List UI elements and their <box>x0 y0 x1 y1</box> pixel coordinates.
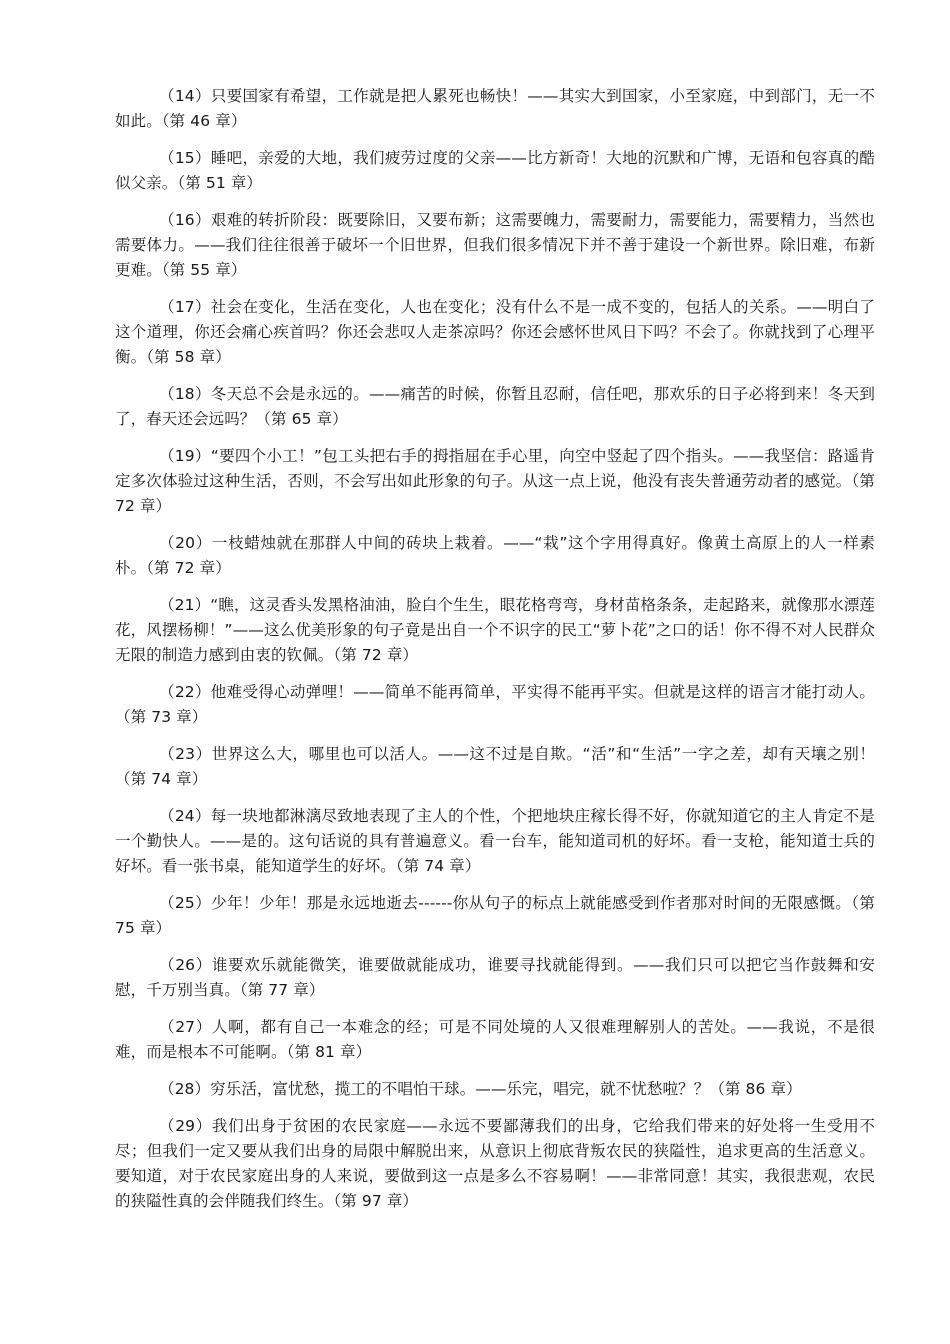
quote-paragraph-22: （22）他难受得心动弹哩！——简单不能再简单，平实得不能再平实。但就是这样的语言才能打动人。（第 73 章） <box>115 683 875 726</box>
quote-paragraph-20: （20）一枝蜡烛就在那群人中间的砖块上栽着。——“栽”这个字用得真好。像黄土高原上的人一样素朴。（第 72 章） <box>115 534 875 577</box>
quote-paragraph-14: （14）只要国家有希望，工作就是把人累死也畅快！——其实大到国家，小至家庭，中到部门，无一不如此。（第 46 章） <box>115 87 875 130</box>
quote-paragraph-24: （24）每一块地都淋漓尽致地表现了主人的个性，个把地块庄稼长得不好，你就知道它的主人肯定不是一个勤快人。——是的。这句话说的具有普遍意义。看一台车，能知道司机的好坏。看一支枪，能知道士兵的好坏。看一张书桌，能知道学生的好坏。（第 74 章） <box>115 807 875 875</box>
quote-paragraph-16: （16）艰难的转折阶段：既要除旧，又要布新；这需要魄力，需要耐力，需要能力，需要精力，当然也需要体力。——我们往往很善于破坏一个旧世界，但我们很多情况下并不善于建设一个新世界。除旧难，布新更难。（第 55 章） <box>115 211 875 279</box>
quote-paragraph-18: （18）冬天总不会是永远的。——痛苦的时候，你暂且忍耐，信任吧，那欢乐的日子必将到来！冬天到了，春天还会远吗？（第 65 章） <box>115 385 875 428</box>
quote-paragraph-28: （28）穷乐活，富忧愁，揽工的不唱怕干球。——乐完，唱完，就不忧愁啦？？（第 86 章） <box>159 1080 802 1098</box>
quote-paragraph-21: （21）“瞧，这灵香头发黑格油油，脸白个生生，眼花格弯弯，身材苗格条条，走起路来，就像那水漂莲花，风摆杨柳！”——这么优美形象的句子竟是出自一个不识字的民工“萝卜花”之口的话！你不得不对人民群众无限的制造力感到由衷的钦佩。（第 72 章） <box>115 596 875 664</box>
quote-paragraph-29: （29）我们出身于贫困的农民家庭——永远不要鄙薄我们的出身，它给我们带来的好处将一生受用不尽；但我们一定又要从我们出身的局限中解脱出来，从意识上彻底背叛农民的狭隘性，追求更高的生活意义。要知道，对于农民家庭出身的人来说，要做到这一点是多么不容易啊！——非常同意！其实，我很悲观，农民的狭隘性真的会伴随我们终生。（第 97 章） <box>115 1117 875 1210</box>
quote-paragraph-25: （25）少年！少年！那是永远地逝去------你从句子的标点上就能感受到作者那对时间的无限感慨。（第 75 章） <box>115 894 875 937</box>
quote-paragraph-17: （17）社会在变化，生活在变化，人也在变化；没有什么不是一成不变的，包括人的关系。——明白了这个道理，你还会痛心疾首吗？你还会悲叹人走茶凉吗？你还会感怀世风日下吗？不会了。你就找到了心理平衡。（第 58 章） <box>115 298 875 366</box>
quote-paragraph-26: （26）谁要欢乐就能微笑，谁要做就能成功，谁要寻找就能得到。——我们只可以把它当作鼓舞和安慰，千万别当真。（第 77 章） <box>115 956 875 999</box>
quote-paragraph-15: （15）睡吧，亲爱的大地，我们疲劳过度的父亲——比方新奇！大地的沉默和广博，无语和包容真的酷似父亲。（第 51 章） <box>115 149 875 192</box>
quote-paragraph-23: （23）世界这么大，哪里也可以活人。——这不过是自欺。“活”和“生活”一字之差，却有天壤之别！（第 74 章） <box>115 745 875 788</box>
document-body <box>115 84 875 1226</box>
quote-paragraph-19: （19）“要四个小工！”包工头把右手的拇指屈在手心里，向空中竖起了四个指头。——我坚信：路遥肯定多次体验过这种生活，否则，不会写出如此形象的句子。从这一点上说，他没有丧失普通劳动者的感觉。（第 72 章） <box>115 447 875 515</box>
quote-paragraph-27: （27）人啊，都有自己一本难念的经；可是不同处境的人又很难理解别人的苦处。——我说，不是很难，而是根本不可能啊。（第 81 章） <box>115 1018 875 1061</box>
